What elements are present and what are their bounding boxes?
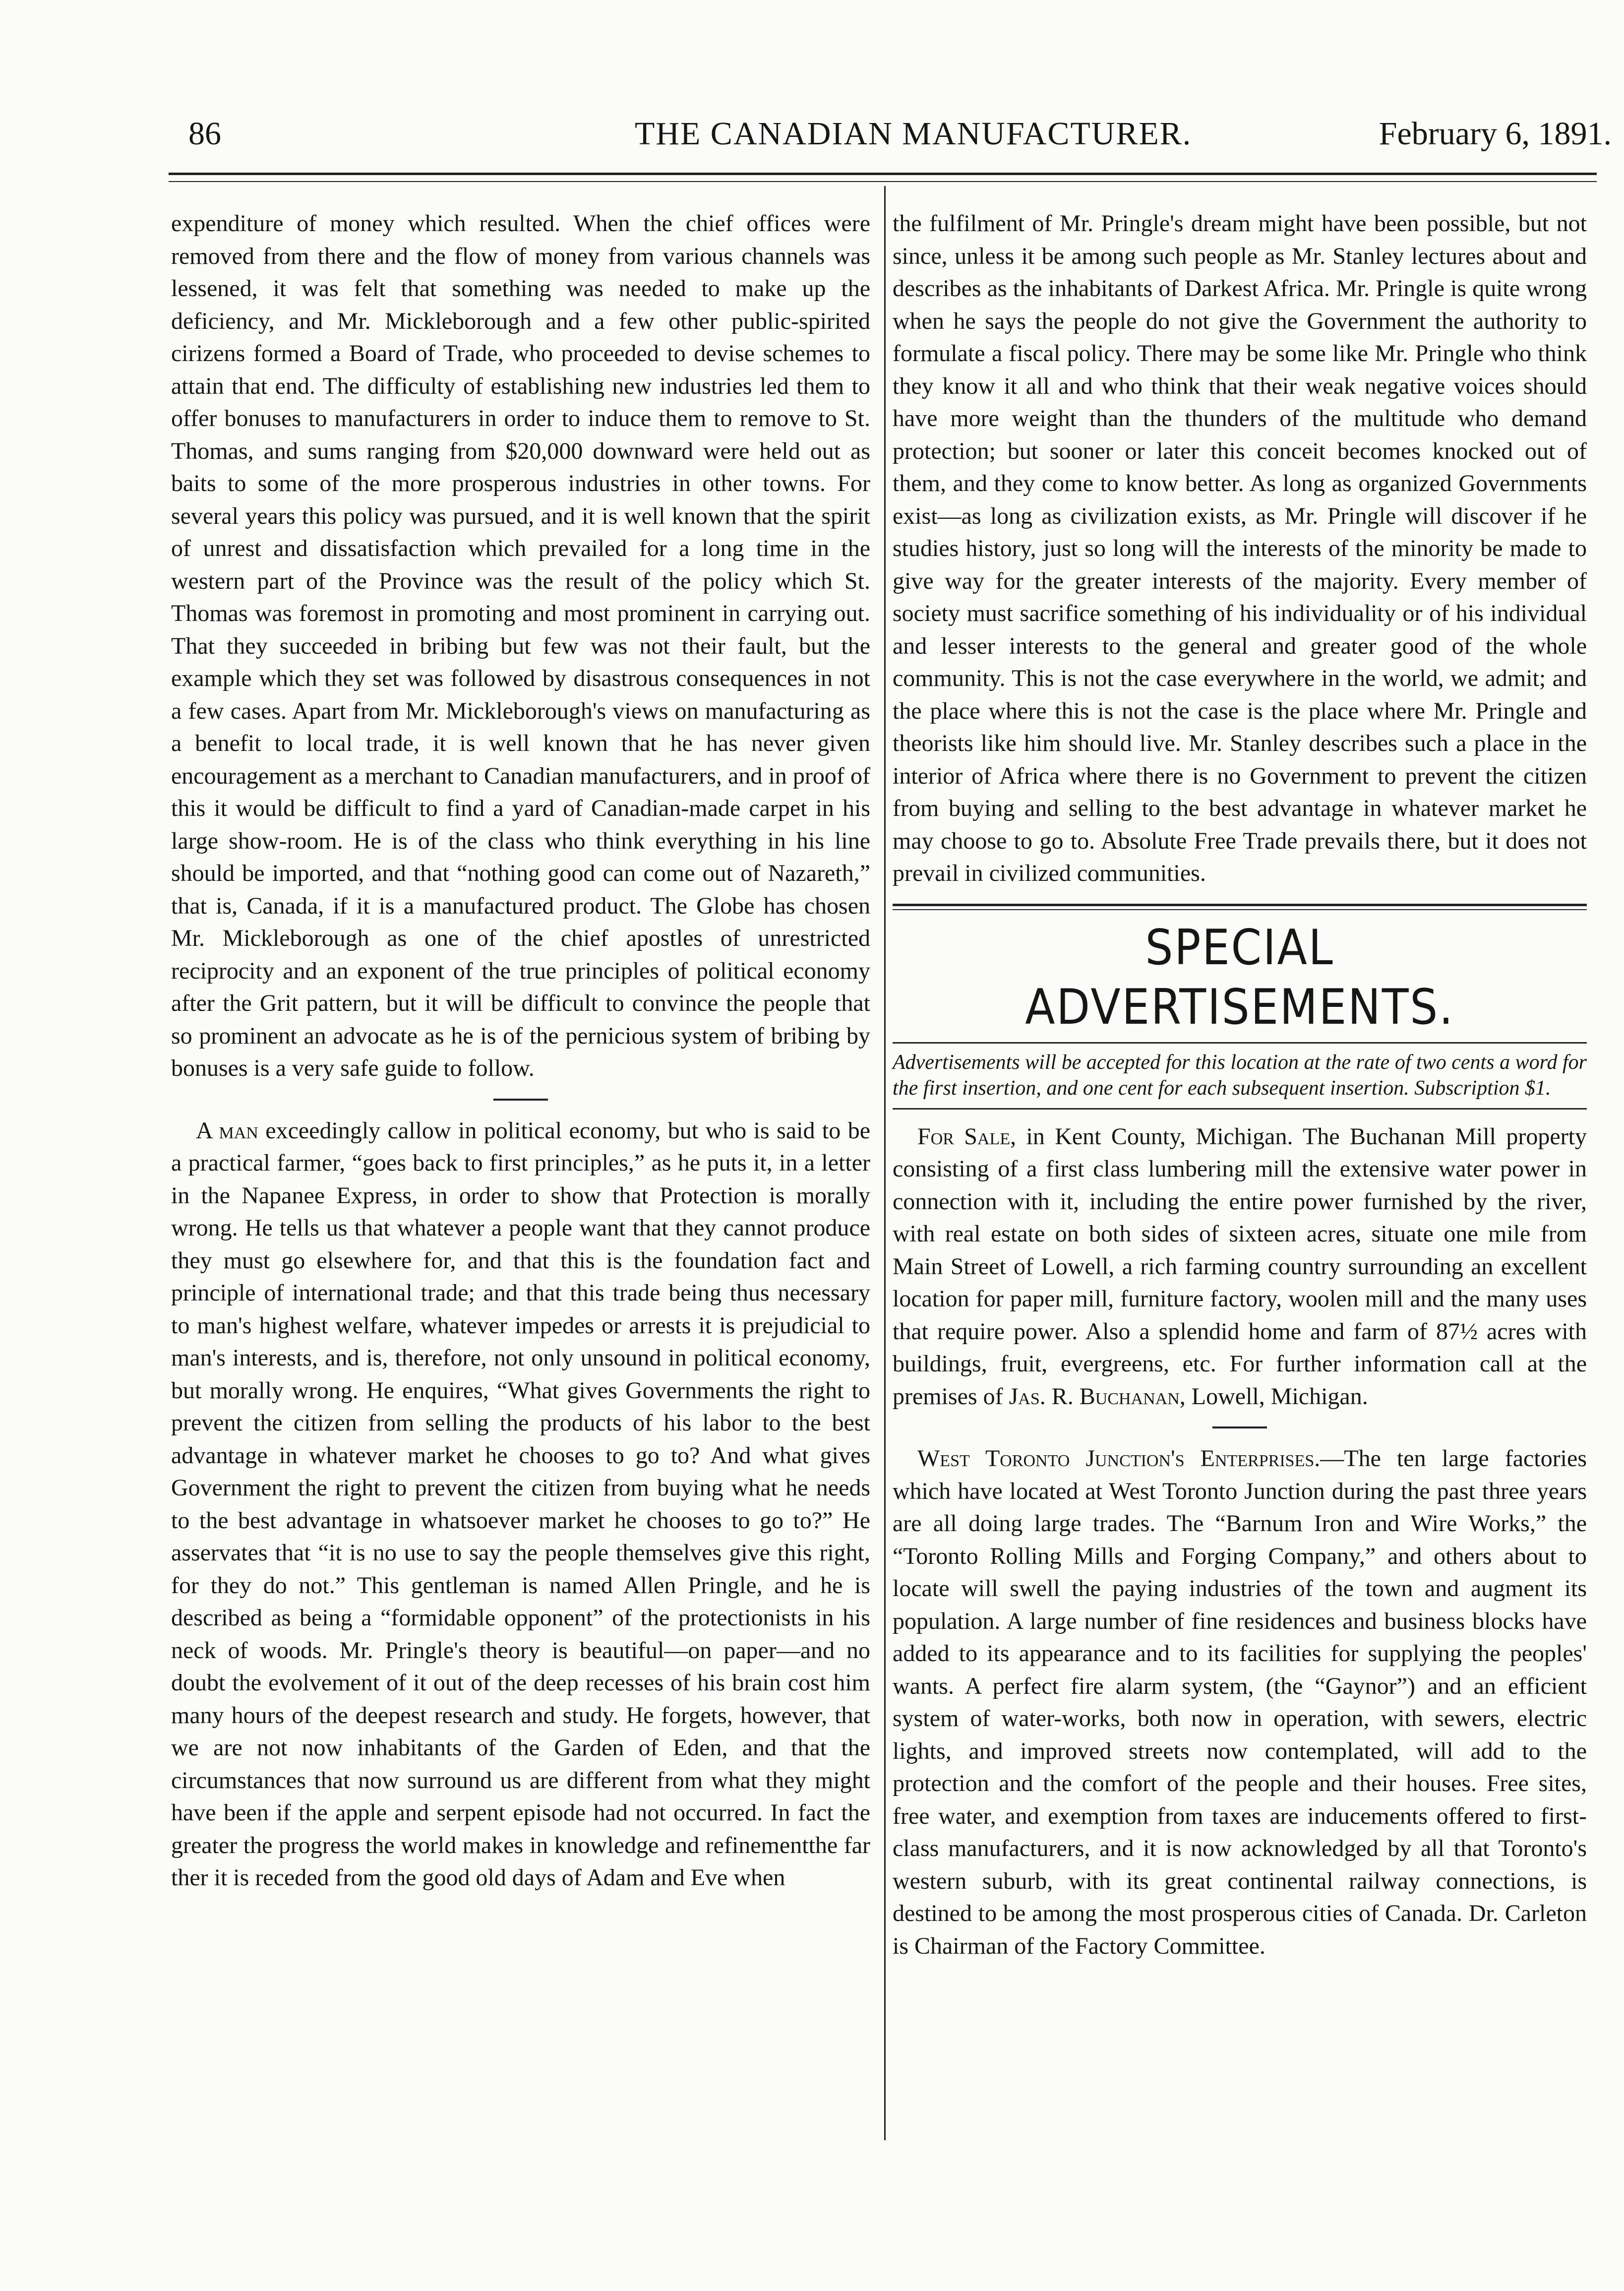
header-rule-thin — [169, 181, 1597, 182]
ad-text-end: , Lowell, Michigan. — [1179, 1383, 1368, 1410]
page-header — [188, 115, 1612, 160]
lead-in: A man — [196, 1117, 258, 1144]
issue-date: February 6, 1891. — [1379, 116, 1612, 152]
special-ads-heading: SPECIAL ADVERTISEMENTS. — [1025, 919, 1454, 1036]
article-paragraph: the fulfilment of Mr. Pringle's dream might have been possible, but not since, unless it be among such people as Mr. Stanley lectures about and describes as the inhabitants of Darkest Africa. Mr. Pringle is quite wrong when he says the people do not give the Government the authority to formulate a fiscal policy. There may be some like Mr. Pringle who think they know it all and who think that their weak negative voices should have more weight than the thunders of the multitude who demand protection; but sooner or later this conceit becomes knocked out of them, and they come to know better. As long as organized Governments exist—as long as civilization exists, as Mr. Pringle will discover if he studies history, just so long will the interests of the minority be made to give way for the greater interests of the majority. Every member of society must sacrifice something of his individuality or of his individual and lesser interests to the general and greater good of the whole community. This is not the case everywhere in the world, we admit; and the place where this is not the case is the place where Mr. Pringle and theorists like him should live. Mr. Stanley describes such a place in the interior of Africa where there is no Government to prevent the citizen from buying and selling to the best advantage in whatever market he may choose to go to. Absolute Free Trade prevails there, but it does not prevail in civilized communities. — [893, 210, 1587, 886]
publication-title: THE CANADIAN MANUFACTURER. — [635, 116, 1192, 152]
section-divider — [493, 1099, 548, 1101]
paragraph-text: exceedingly callow in political economy, but who is said to be a practical farmer, “goes back to first principles,” as he puts it, in a letter in the Napanee Express, in order to show that Protection is morally wrong. He tells us that whatever a people want that they cannot produce they must go elsewhere for, and that this is the foundation fact and principle of international trade; and that this trade being thus necessary to man's highest welfare, whatever impedes or arrests it is prejudicial to man's interests, and is, therefore, not only unsound in political economy, but morally wrong. He enquires, “What gives Governments the right to prevent the citizen from selling the products of his labor to the best advantage in whatever market he chooses to go to? And what gives Government the right to prevent the citizen from buying what he needs to the best advantage in whatsoever market he chooses to go to?” He asservates that “it is no use to say the people themselves give this right, for they do not.” This gentleman is named Allen Pringle, and he is described as being a “formidable opponent” of the protectionists in his neck of woods. Mr. Pringle's theory is beautiful—on paper—and no doubt the evolvement of it out of the deep recesses of his brain cost him many hours of the deepest research and study. He forgets, however, that we are not now inhabitants of the Garden of Eden, and that the circumstances that now surround us are different from what they might have been if the apple and serpent episode had not occurred. In fact the greater the progress the world makes in knowledge and refinementthe far ther it is receded from the good old days of Adam and Eve when — [171, 1117, 871, 1891]
ad-rule — [893, 1108, 1587, 1110]
page-number: 86 — [188, 116, 221, 152]
right-column — [893, 207, 1587, 1962]
ad-lead-in: West Toronto Junction's Enterprises — [917, 1445, 1315, 1472]
ad-text: in Kent County, Michigan. The Buchanan Mill property consisting of a first class lumbering mill the extensive water power in connection with it, including the entire power furnished by the river, with real estate on both sides of sixteen acres, situate one mile from Main Street of Lowell, a rich farming country surrounding an excellent location for paper mill, furniture factory, woolen mill and the many uses that require power. Also a splendid home and farm of 87½ acres with buildings, fruit, evergreens, etc. For further information call at the premises of — [893, 1123, 1587, 1410]
ad-divider — [1212, 1426, 1267, 1428]
advertisement — [893, 1442, 1587, 1962]
header-rule — [169, 173, 1597, 175]
ad-rates-note: Advertisements will be accepted for this location at the rate of two cents a word for the first insertion, and one cent for each subsequent insertion. Subscription $1. — [893, 1051, 1587, 1100]
heading-underline — [893, 1042, 1587, 1044]
article-paragraph: expenditure of money which resulted. When the chief offices were removed from there and the flow of money from various channels was lessened, it was felt that something was needed to make up the deficiency, and Mr. Mickleborough and a few other public-spirited cirizens formed a Board of Trade, who proceeded to devise schemes to attain that end. The difficulty of establishing new industries led them to offer bonuses to manufacturers in order to induce them to remove to St. Thomas, and sums ranging from $20,000 downward were held out as baits to some of the more prosperous industries in other towns. For several years this policy was pursued, and it is well known that the spirit of unrest and dissatisfaction which prevailed for a long time in the western part of the Province was the result of the policy which St. Thomas was foremost in promoting and most prominent in carrying out. That they succeeded in bribing but few was not their fault, but the example which they set was followed by disastrous consequences in not a few cases. Apart from Mr. Mickleborough's views on manufacturing as a benefit to local trade, it is well known that he has never given encouragement as a merchant to Canadian manufacturers, and in proof of this it would be difficult to find a yard of Canadian-made carpet in his large show-room. He is of the class who think everything in his line should be imported, and that “nothing good can come out of Nazareth,” that is, Canada, if it is a manufactured product. The Globe has chosen Mr. Mickleborough as one of the chief apostles of unrestricted reciprocity and an exponent of the true principles of political economy after the Grit pattern, but it will be difficult to convince the people that so prominent an advocate as he is of the pernicious system of bribing by bonuses is a very safe guide to follow. — [171, 210, 870, 1081]
article-paragraph — [171, 1115, 870, 1894]
ad-lead-in: For Sale, — [917, 1123, 1017, 1150]
banner-rule-thin — [893, 909, 1587, 910]
banner-rule — [893, 904, 1587, 906]
ad-text: .—The ten large factories which have located at West Toronto Junction during the past three years are all doing large trades. The “Barnum Iron and Wire Works,” the “Toronto Rolling Mills and Forging Company,” and others about to locate will swell the paying industries of the town and augment its population. A large number of fine residences and business blocks have added to its appearance and to its facilities for supplying the peoples' wants. A perfect fire alarm system, (the “Gaynor”) and an efficient system of water-works, both now in operation, with sewers, electric lights, and improved streets now contemplated, will add to the protection and the comfort of the people and their houses. Free sites, free water, and exemption from taxes are inducements offered to first-class manufacturers, and it is now acknowledged by all that Toronto's western suburb, with its great continental railway connections, is destined to be among the most prosperous cities of Canada. Dr. Carleton is Chairman of the Factory Committee. — [893, 1445, 1587, 1959]
advertisement — [893, 1120, 1587, 1413]
left-column — [171, 207, 870, 1894]
column-divider — [884, 186, 886, 2140]
ad-contact-name: Jas. R. Buchanan — [1009, 1383, 1180, 1410]
